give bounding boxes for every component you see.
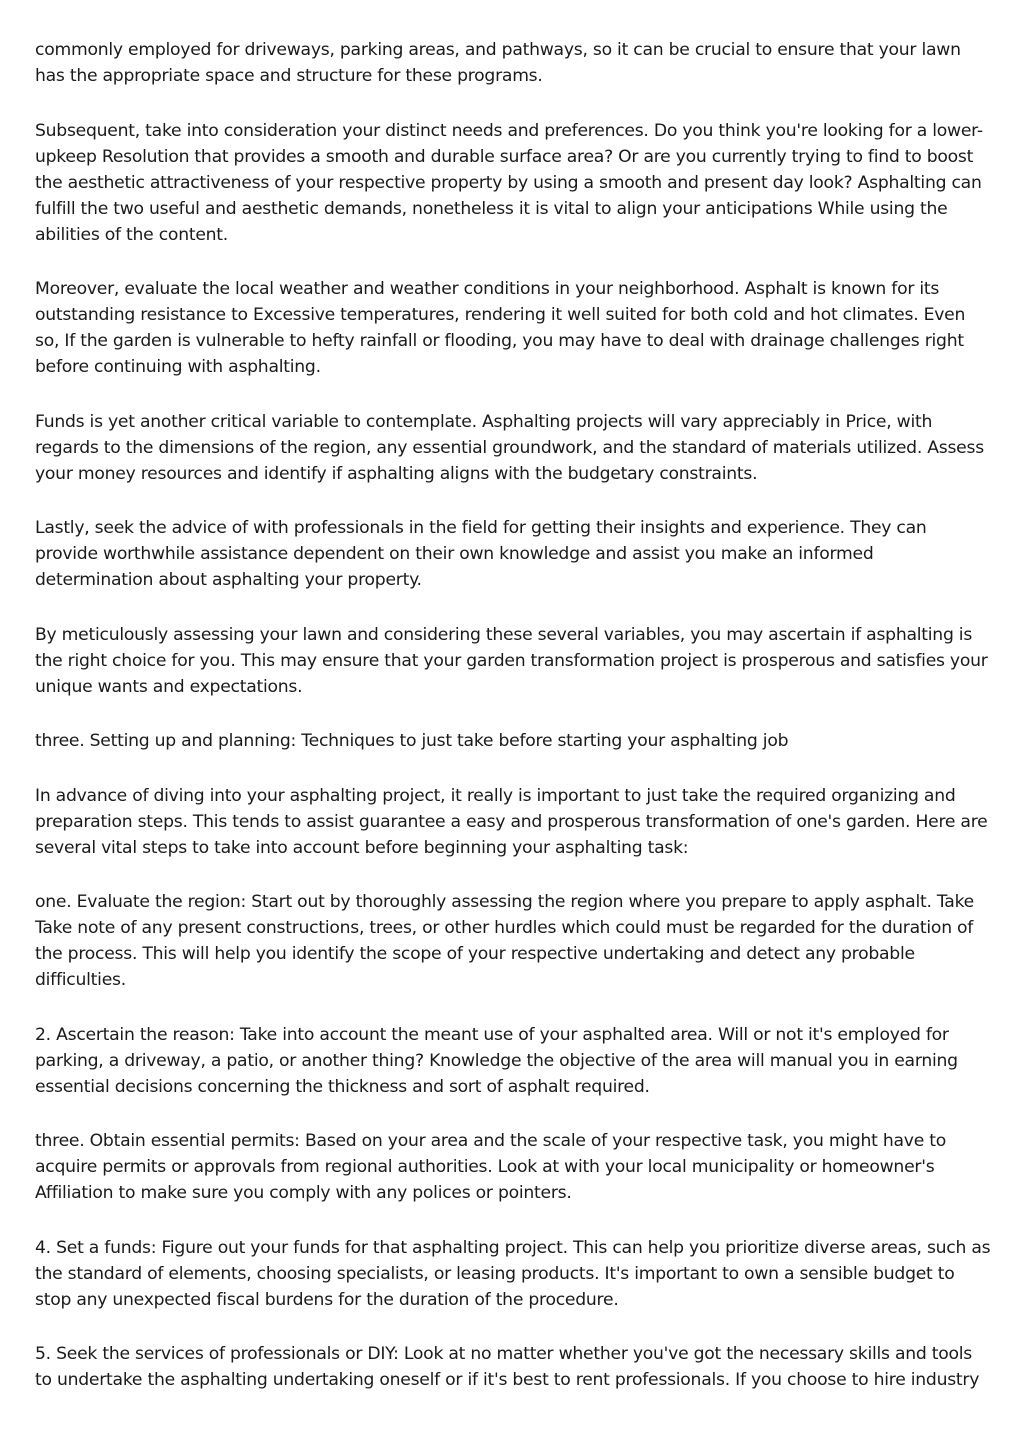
list-item-ascertain-reason: 2. Ascertain the reason: Take into account the meant use of your asphalted area. Will or not it's employed for parking, a driveway, a patio, or another thing? Knowledge the objective of the area will manual you in earning essential decisions concerning the thickness and sort of asphalt required. — [35, 1024, 958, 1097]
paragraph-planning-intro: In advance of diving into your asphalting project, it really is important to just take the required organizing and preparation steps. This tends to assist guarantee a easy and prosperous transformation of one's garden. Here are several vital steps to take into account before beginning your asphalting task: — [35, 785, 988, 858]
list-item-professionals-or-diy: 5. Seek the services of professionals or DIY: Look at no matter whether you've got the necessary skills and tools to undertake the asphalting undertaking oneself or if it's best to rent professionals. If you choose to hire industry — [35, 1344, 980, 1390]
paragraph-site-suitability: commonly employed for driveways, parking areas, and pathways, so it can be crucial to ensure that your lawn has the appropriate space and structure for these programs. — [35, 40, 961, 86]
paragraph-conclusion: By meticulously assessing your lawn and considering these several variables, you may ascertain if asphalting is the right choice for you. This may ensure that your garden transformation project is prosperous and satisfies your unique wants and expectations. — [35, 624, 988, 697]
list-item-obtain-permits: three. Obtain essential permits: Based on your area and the scale of your respective task, you might have to acquire permits or approvals from regional authorities. Look at with your local municipality or homeowner's Affiliation to make sure you comply with any polices or pointers. — [35, 1131, 946, 1203]
paragraph-professionals: Lastly, seek the advice of with professionals in the field for getting their insights and experience. They can provide worthwhile assistance dependent on their own knowledge and assist you make an informed determination about asphalting your property. — [35, 518, 927, 590]
list-item-set-funds: 4. Set a funds: Figure out your funds for that asphalting project. This can help you prioritize diverse areas, such as the standard of elements, choosing specialists, or leasing products. It's important to own a sensible budget to stop any unexpected fiscal burdens for the duration of the procedure. — [35, 1237, 991, 1310]
paragraph-funds: Funds is yet another critical variable to contemplate. Asphalting projects will vary appreciably in Price, with regards to the dimensions of the region, any essential groundwork, and the standard of materials utilized. Assess your money resources and identify if asphalting aligns with the budgetary constraints. — [35, 411, 984, 484]
paragraph-needs-preferences: Subsequent, take into consideration your distinct needs and preferences. Do you think you're looking for a lower-upkeep Resolution that provides a smooth and durable surface area? Or are you currently trying to find to boost the aesthetic attractiveness of your respective property by using a smooth and present day look? Asphalting can fulfill the two useful and aesthetic demands, nonetheless it is vital to align your anticipations While using the abilities of the content. — [35, 120, 983, 245]
section-heading-planning: three. Setting up and planning: Techniques to just take before starting your asphalting job — [35, 731, 789, 751]
paragraph-weather: Moreover, evaluate the local weather and weather conditions in your neighborhood. Asphalt is known for its outstanding resistance to Excessive temperatures, rendering it well suited for both cold and hot climates. Even so, If the garden is vulnerable to hefty rainfall or flooding, you may have to deal with drainage challenges right before continuing with asphalting. — [35, 279, 966, 377]
document-page — [35, 37, 993, 1422]
list-item-evaluate-region: one. Evaluate the region: Start out by thoroughly assessing the region where you prepare to apply asphalt. Take Take note of any present constructions, trees, or other hurdles which could must be regarded for the duration of the process. This will help you identify the scope of your respective undertaking and detect any probable difficulties. — [35, 892, 974, 990]
